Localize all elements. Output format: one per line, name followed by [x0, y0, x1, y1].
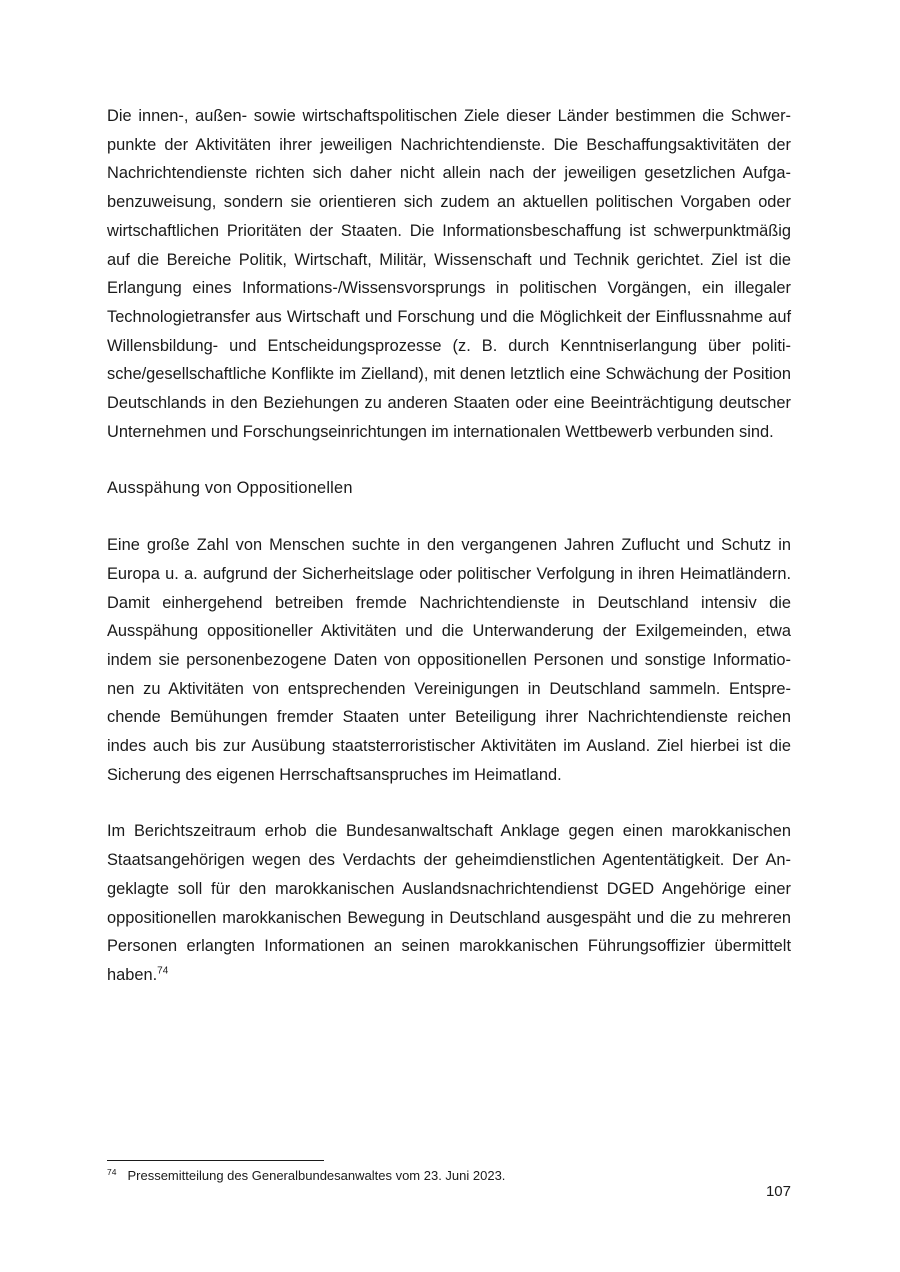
section-heading: Ausspähung von Oppositionellen [107, 479, 353, 498]
page-number: 107 [765, 1183, 791, 1200]
footnote-text: Pressemitteilung des Generalbundesanwaltes vom 23. Juni 2023. [127, 1168, 506, 1183]
footnote-number: 74 [107, 1166, 117, 1177]
body-paragraph-1: Die innen-, außen- sowie wirtschaftspolitischen Ziele dieser Länder bestimmen die Schwerpunkte der Aktivitäten ihrer jeweiligen Nachrichtendienste. Die Beschaffungsaktivitäten der Nachrichtendienste richten sich daher nicht allein nach der jeweiligen gesetzlichen Aufgabenzuweisung, sondern sie orientieren sich zudem an aktuellen politischen Vorgaben oder wirtschaftlichen Prioritäten der Staaten. Die Informationsbeschaffung ist schwerpunktmäßig auf die Bereiche Politik, Wirtschaft, Militär, Wissenschaft und Technik gerichtet. Ziel ist die Erlangung eines Informations-/Wissensvorsprungs in politischen Vorgängen, ein illegaler Technologietransfer aus Wirtschaft und Forschung und die Möglichkeit der Einflussnahme auf Willensbildung- und Entscheidungsprozesse (z. B. durch Kenntniserlangung über politische/gesellschaftliche Konflikte im Zielland), mit denen letztlich eine Schwächung der Position Deutschlands in den Beziehungen zu anderen Staaten oder eine Beeinträchtigung deutscher Unternehmen und Forschungseinrichtungen im internationalen Wettbewerb verbunden sind. [107, 107, 791, 441]
body-paragraph-2: Eine große Zahl von Menschen suchte in den vergangenen Jahren Zuflucht und Schutz in Europa u. a. aufgrund der Sicherheitslage oder politischer Verfolgung in ihren Heimatländern. Damit einhergehend betreiben fremde Nachrichtendienste in Deutschland intensiv die Ausspähung oppositioneller Aktivitäten und die Unterwanderung der Exilgemeinden, etwa indem sie personenbezogene Daten von oppositionellen Personen und sonstige Informationen zu Aktivitäten von entsprechenden Vereinigungen in Deutschland sammeln. Entsprechende Bemühungen fremder Staaten unter Beteiligung ihrer Nachrichtendienste reichen indes auch bis zur Ausübung staatsterroristischer Aktivitäten im Ausland. Ziel hierbei ist die Sicherung des eigenen Herrschaftsanspruches im Heimatland. [107, 536, 791, 784]
body-paragraph-3-text: Im Berichtszeitraum erhob die Bundesanwaltschaft Anklage gegen einen marokkanischen Staatsangehörigen wegen des Verdachts der geheimdienstlichen Agententätigkeit. Der Angeklagte soll für den marokkanischen Auslandsnachrichtendienst DGED Angehörige einer oppositionellen marokkanischen Bewegung in Deutschland ausgespäht und die zu mehreren Personen erlangten Informationen an seinen marokkanischen Führungsoffizier übermittelt haben. [107, 822, 791, 984]
footnote [107, 1167, 791, 1185]
document-page [107, 102, 791, 990]
body-paragraph-3 [107, 817, 791, 989]
footnote-reference[interactable]: 74 [157, 965, 169, 977]
footnote-separator [107, 1160, 324, 1161]
